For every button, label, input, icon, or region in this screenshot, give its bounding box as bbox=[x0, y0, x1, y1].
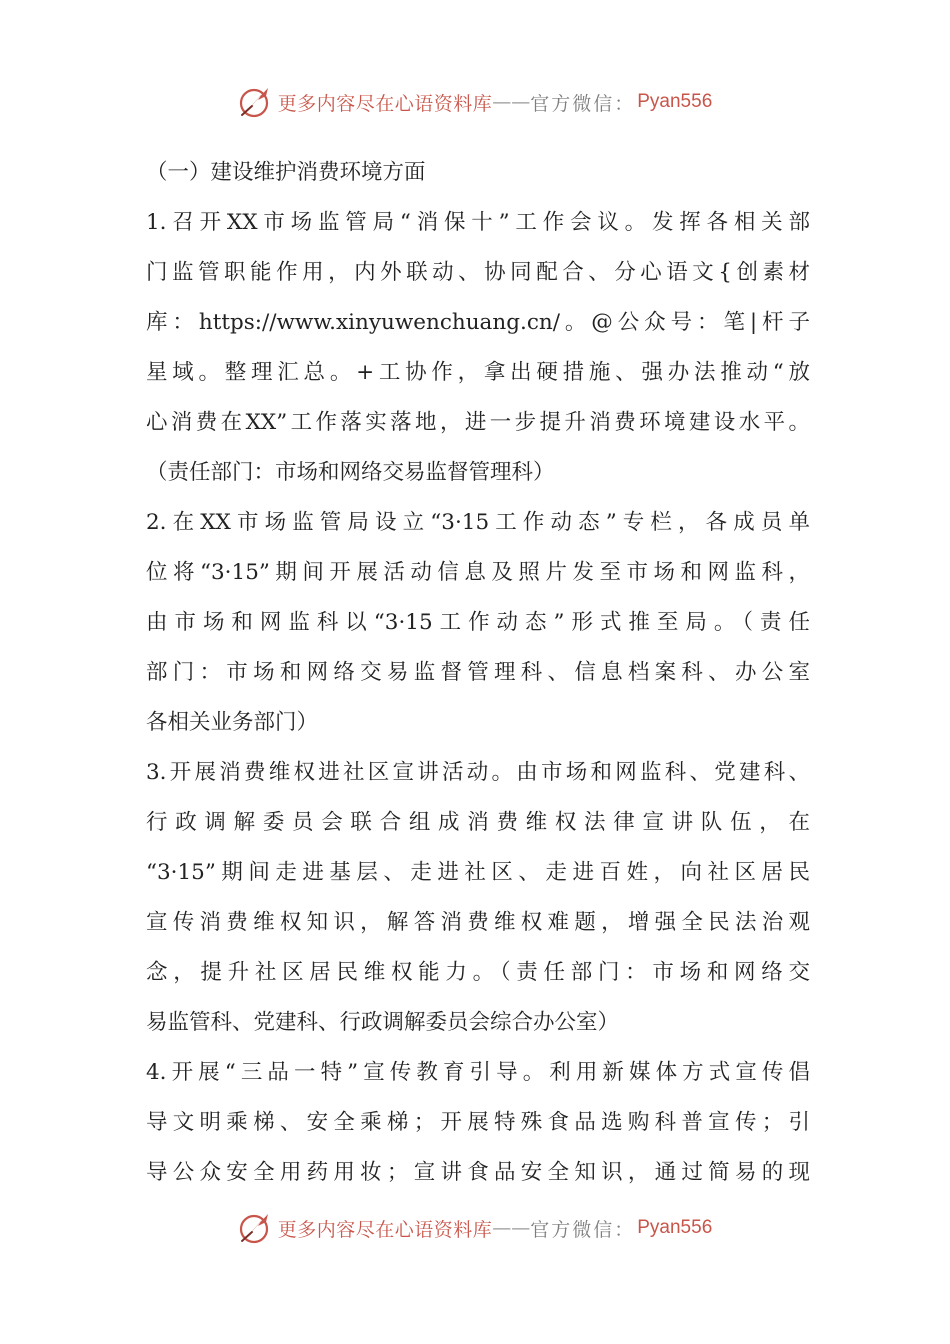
text-line: 宣传消费维权知识，解答消费维权难题，增强全民法治观 bbox=[146, 910, 810, 935]
watermark-wechat-id: Pyan556 bbox=[637, 91, 713, 112]
text-line: 库：https://www.xinyuwenchuang.cn/。@公众号：笔|杆子 bbox=[146, 310, 810, 335]
text-line: 导文明乘梯、安全乘梯；开展特殊食品选购科普宣传；引 bbox=[146, 1110, 810, 1135]
text-line: 各相关业务部门） bbox=[146, 710, 319, 735]
text-line: 2.在XX市场监管局设立“3·15工作动态”专栏，各成员单 bbox=[146, 510, 810, 535]
watermark-brand-text: 更多内容尽在心语资料库 bbox=[277, 92, 493, 115]
text-line: 行政调解委员会联合组成消费维权法律宣讲队伍，在 bbox=[146, 810, 810, 835]
watermark-banner-bottom bbox=[0, 1208, 950, 1248]
text-line: 易监管科、党建科、行政调解委员会综合办公室） bbox=[146, 1010, 620, 1035]
quill-logo-icon bbox=[238, 1210, 274, 1246]
watermark-separator: —— bbox=[492, 1217, 531, 1239]
text-line: “3·15”期间走进基层、走进社区、走进百姓，向社区居民 bbox=[146, 860, 810, 885]
watermark-wechat-label: 官方微信： bbox=[530, 1218, 636, 1241]
text-line: 心消费在XX”工作落实落地，进一步提升消费环境建设水平。 bbox=[146, 410, 810, 435]
watermark-brand-text: 更多内容尽在心语资料库 bbox=[277, 1218, 493, 1241]
text-line: 位将“3·15”期间开展活动信息及照片发至市场和网监科， bbox=[146, 560, 810, 585]
text-line: （责任部门：市场和网络交易监督管理科） bbox=[146, 460, 555, 485]
document-body bbox=[146, 148, 810, 1198]
text-line: （一）建设维护消费环境方面 bbox=[146, 160, 426, 185]
text-line: 门监管职能作用，内外联动、协同配合、分心语文{创素材 bbox=[146, 260, 810, 285]
text-line: 星域。整理汇总。+工协作，拿出硬措施、强办法推动“放 bbox=[146, 360, 810, 385]
text-line: 4.开展“三品一特”宣传教育引导。利用新媒体方式宣传倡 bbox=[146, 1060, 810, 1085]
text-line: 由市场和网监科以“3·15工作动态”形式推至局。（责任 bbox=[146, 610, 810, 635]
watermark-separator: —— bbox=[492, 91, 531, 113]
text-line: 导公众安全用药用妆；宣讲食品安全知识，通过简易的现 bbox=[146, 1160, 810, 1185]
watermark-wechat-id: Pyan556 bbox=[637, 1217, 713, 1238]
text-line: 3.开展消费维权进社区宣讲活动。由市场和网监科、党建科、 bbox=[146, 760, 810, 785]
quill-logo-icon bbox=[238, 84, 274, 120]
watermark-banner-top bbox=[0, 82, 950, 122]
watermark-wechat-label: 官方微信： bbox=[530, 92, 636, 115]
text-line: 1.召开XX市场监管局“消保十”工作会议。发挥各相关部 bbox=[146, 210, 810, 235]
text-line: 部门：市场和网络交易监督管理科、信息档案科、办公室 bbox=[146, 660, 810, 685]
text-line: 念，提升社区居民维权能力。（责任部门：市场和网络交 bbox=[146, 960, 810, 985]
